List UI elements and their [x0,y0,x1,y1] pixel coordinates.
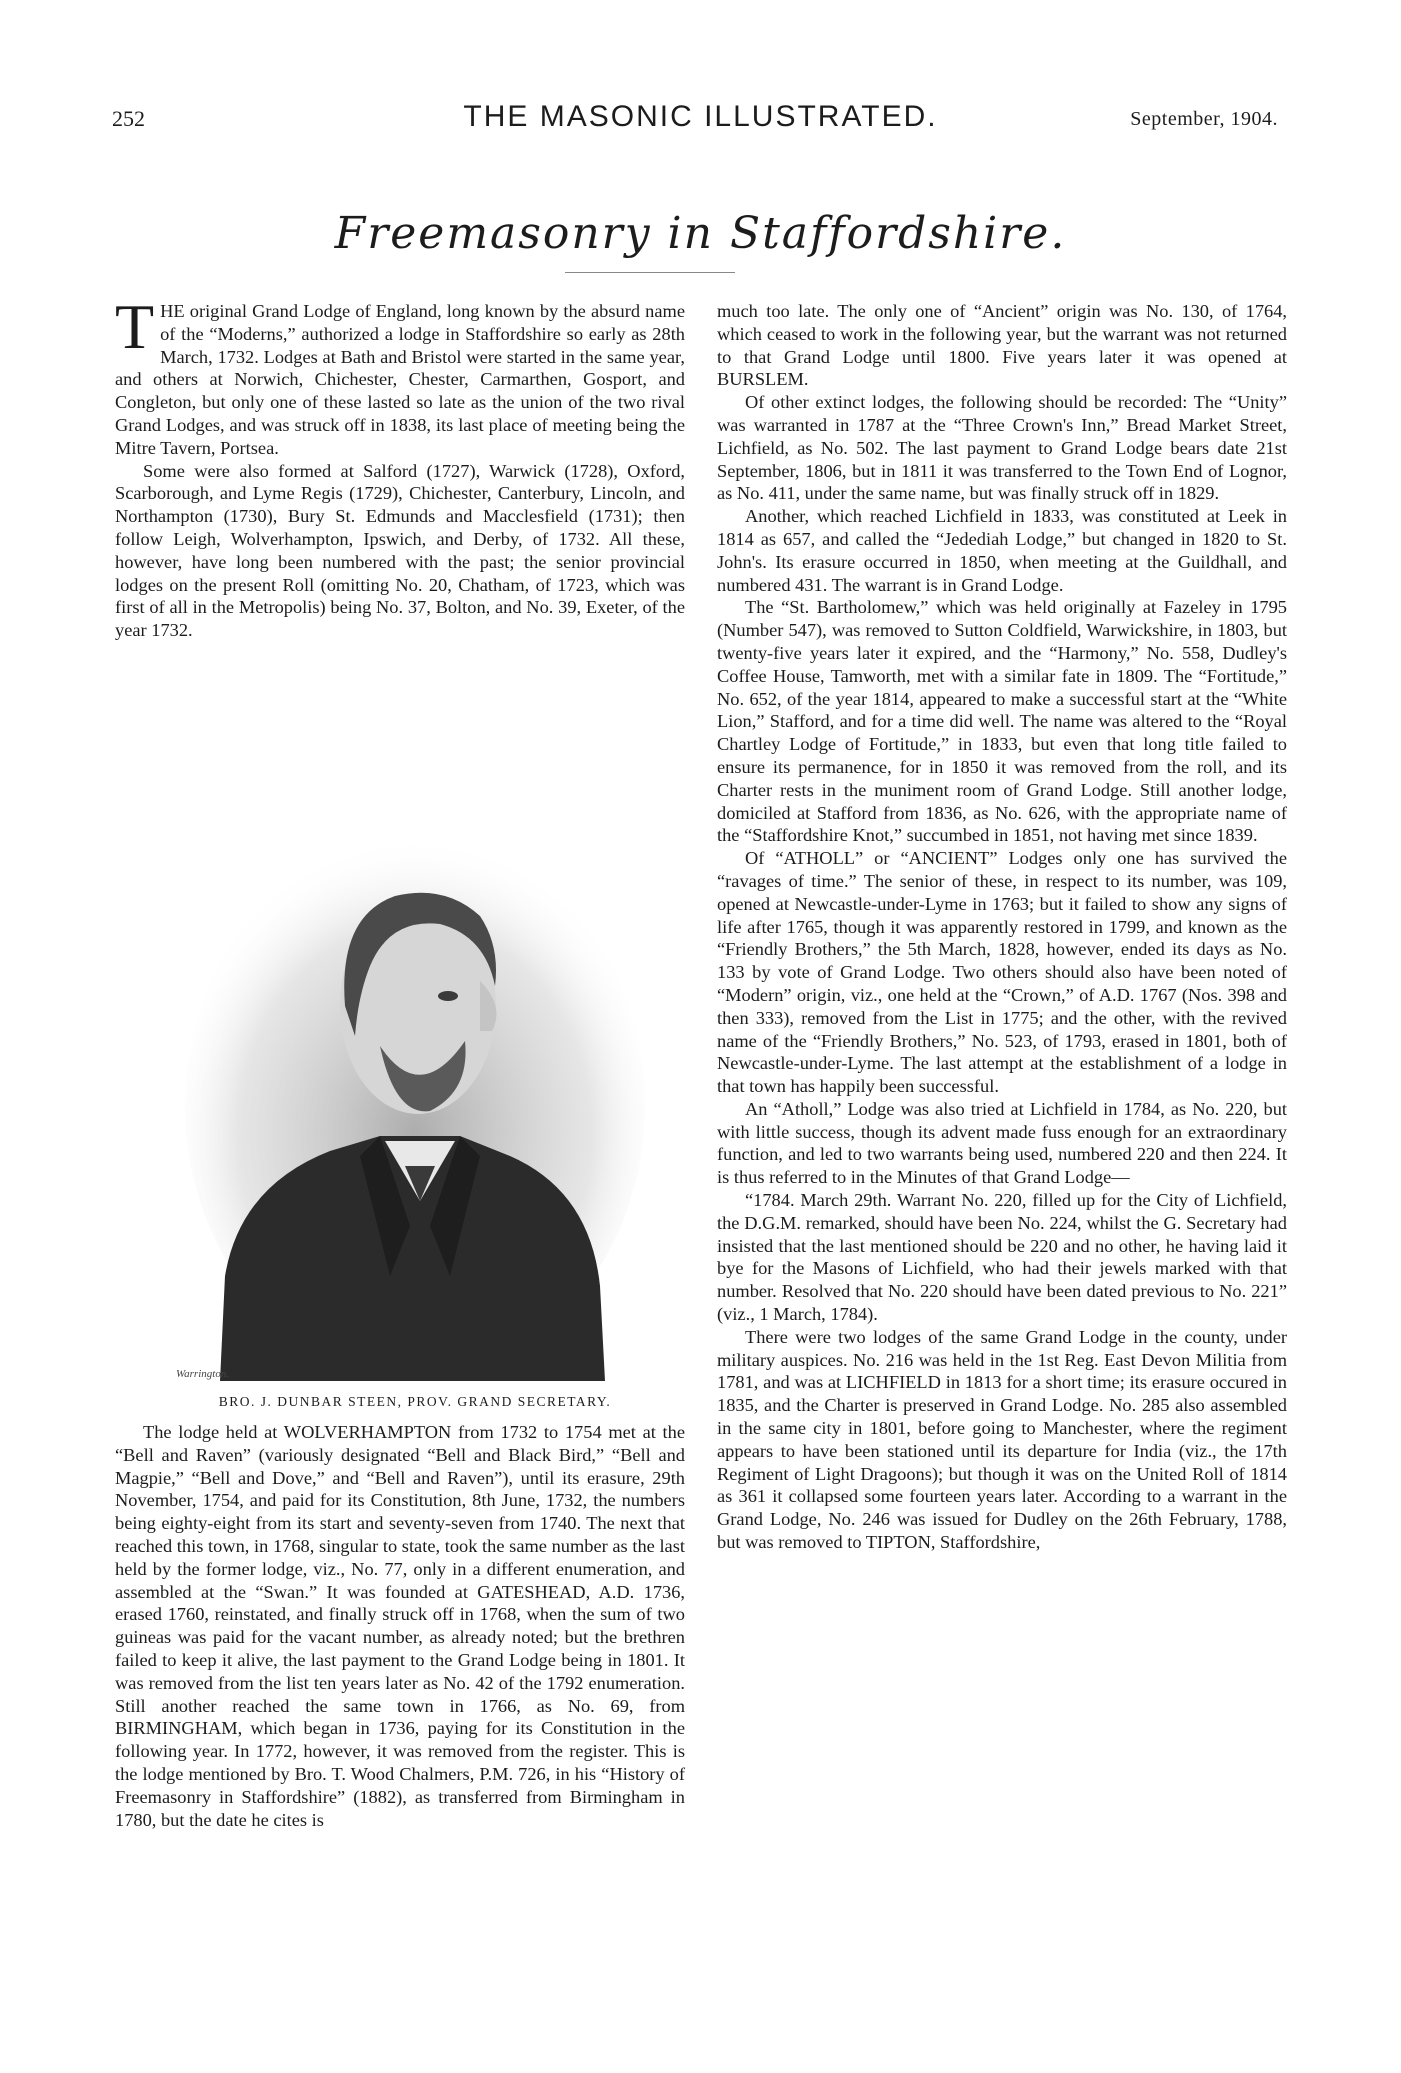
paragraph: much too late. The only one of “Ancient” origin was No. 130, of 1764, which ceased to work in the following year, but the warrant was not returned to that Grand Lodge until 1800. Five years later it was opened at BURSLEM. [717,301,1287,390]
paragraph: Of other extinct lodges, the following should be recorded: The “Unity” was warranted in 1787 at the “Three Crown's Inn,” Bread Market Street, Lichfield, as No. 502. The last payment to Grand Lodge bears date 21st September, 1806, but in 1811 it was transferred to the Town End of Lognor, as No. 411, under the same name, but was finally struck off in 1829. [717,392,1287,504]
paragraph: THE original Grand Lodge of England, long known by the absurd name of the “Moderns,” authorized a lodge in Staffordshire so early as 28th March, 1732. Lodges at Bath and Bristol were started in the same year, and others at Norwich, Chichester, Chester, Carmarthen, Gosport, and Congleton, but only one of these lasted so late as the union of the two rival Grand Lodges, and was struck off in 1838, its last place of meeting being the Mitre Tavern, Portsea. [115,291,685,458]
page-header [0,100,1401,140]
left-column-bottom [115,1421,685,1831]
page-number: 252 [112,106,145,131]
paragraph: Some were also formed at Salford (1727), Warwick (1728), Oxford, Scarborough, and Lyme Regis (1729), Chichester, Canterbury, Lincoln, and Northampton (1730), Bury St. Edmunds and Macclesfield (1731); then follow Leigh, Wolverhampton, Ipswich, and Derby, of 1732. All these, however, have long been numbered with the past; the senior provincial lodges on the present Roll (omitting No. 20, Chatham, of 1723, which was first of all in the Metropolis) being No. 37, Bolton, and No. 39, Exeter, of the year 1732. [115,460,685,641]
paragraph: The lodge held at WOLVERHAMPTON from 1732 to 1754 met at the “Bell and Raven” (variously designated “Bell and Black Bird,” “Bell and Magpie,” “Bell and Dove,” and “Bell and Raven”), until its erasure, 29th November, 1754, and paid for its Constitution, 8th June, 1732, the numbers being eighty-eight from its start and seventy-seven from 1740. The next that reached this town, in 1768, singular to state, took the same number as the last held by the former lodge, viz., No. 77, only in a different enumeration, and assembled at the “Swan.” It was founded at GATESHEAD, A.D. 1736, erased 1760, reinstated, and finally struck off in 1768, when the sum of two guineas was paid for the vacant number, as already noted; but the brethren failed to keep it alive, the last payment to the Grand Lodge being in 1801. It was removed from the list ten years later as No. 42 of the 1792 enumeration. Still another reached the same town in 1766, as No. 69, from BIRMINGHAM, which began in 1736, paying for its Constitution in the following year. In 1772, however, it was removed from the register. This is the lodge mentioned by Bro. T. Wood Chalmers, P.M. 726, in his “History of Freemasonry in Staffordshire” (1882), as transferred from Birmingham in 1780, but the date he cites is [115,1422,685,1830]
left-column-top [115,291,685,642]
minutes-quote: “1784. March 29th. Warrant No. 220, filled up for the City of Lichfield, the D.G.M. remarked, should have been No. 224, whilst the G. Secretary had insisted that the last mentioned should be 220 and no other, he having laid it bye for the Masons of Lichfield, who had their jewels marked with that number. Resolved that No. 220 should have been dated previous to No. 221” (viz., 1 March, 1784). [717,1190,1287,1325]
paragraph: Of “ATHOLL” or “ANCIENT” Lodges only one has survived the “ravages of time.” The senior of these, in respect to its number, was 109, opened at Newcastle-under-Lyme in 1763; but it failed to show any signs of life after 1765, though it was apparently restored in 1799, and known as the “Friendly Brothers,” the 5th March, 1828, however, ended its days as No. 133 by vote of Grand Lodge. Two others should also have been noted of “Modern” origin, viz., one held at the “Crown,” of A.D. 1767 (Nos. 398 and then 333), removed from the List in 1775; and the other, with the revived name of the “Friendly Brothers,” No. 523, of 1793, erased in 1801, both of Newcastle-under-Lyme. The last attempt at the establishment of a lodge in that town has happily been successful. [717,848,1287,1097]
photo-caption: BRO. J. DUNBAR STEEN, PROV. GRAND SECRETARY. [218,1394,612,1409]
drop-cap: T [115,291,155,362]
journal-title: THE MASONIC ILLUSTRATED. [463,100,938,133]
paragraph: The “St. Bartholomew,” which was held originally at Fazeley in 1795 (Number 547), was removed to Sutton Coldfield, Warwickshire, in 1803, but twenty-five years later it expired, and the “Harmony,” No. 558, Dudley's Coffee House, Tamworth, met with a similar fate in 1809. The “Fortitude,” No. 652, of the year 1814, appeared to make a successful start at the “White Lion,” Stafford, and for a time did well. The name was altered to the “Royal Chartley Lodge of Fortitude,” in 1833, but even that long title failed to ensure its permanence, for in 1850 it was removed from the roll, and its Charter rests in the muniment room of Grand Lodge. Still another lodge, domiciled at Stafford from 1836, as No. 626, with the appropriate name of the “Staffordshire Knot,” succumbed in 1851, not having met since 1839. [717,597,1287,846]
paragraph: An “Atholl,” Lodge was also tried at Lichfield in 1784, as No. 220, but with little success, though its advent made fuss enough for an extraordinary function, and led to two warrants being used, numbered 220 and then 224. It is thus referred to in the Minutes of that Grand Lodge— [717,1098,1287,1188]
photo-credit: Warrington. [176,1368,230,1380]
right-column [717,300,1287,1554]
issue-date: September, 1904. [1130,108,1278,130]
paragraph: There were two lodges of the same Grand Lodge in the county, under military auspices. No. 216 was held in the 1st Reg. East Devon Militia from 1781, and was at LICHFIELD in 1813 for a short time; its erasure occured in 1835, and the Charter is preserved in Grand Lodge. No. 285 also assembled in the same city in 1801, before going to Manchester, where the regiment appears to have been stationed until its departure for India (viz., the 17th Regiment of Light Dragoons); but though it was on the United Roll of 1814 as 361 it collapsed some fourteen years later. According to a warrant in the Grand Lodge, No. 246 was issued for Dudley on the 26th February, 1788, but was removed to TIPTON, Staffordshire, [717,1326,1287,1553]
article-title: Freemasonry in Staffordshire. [334,208,1067,259]
title-divider [565,272,735,273]
paragraph: Another, which reached Lichfield in 1833, was constituted at Leek in 1814 as 657, and called the “Jedediah Lodge,” but changed in 1820 to St. John's. Its erasure occurred in 1850, when meeting at the Guildhall, and numbered 431. The warrant is in Grand Lodge. [717,506,1287,595]
portrait-photo [180,806,650,1381]
